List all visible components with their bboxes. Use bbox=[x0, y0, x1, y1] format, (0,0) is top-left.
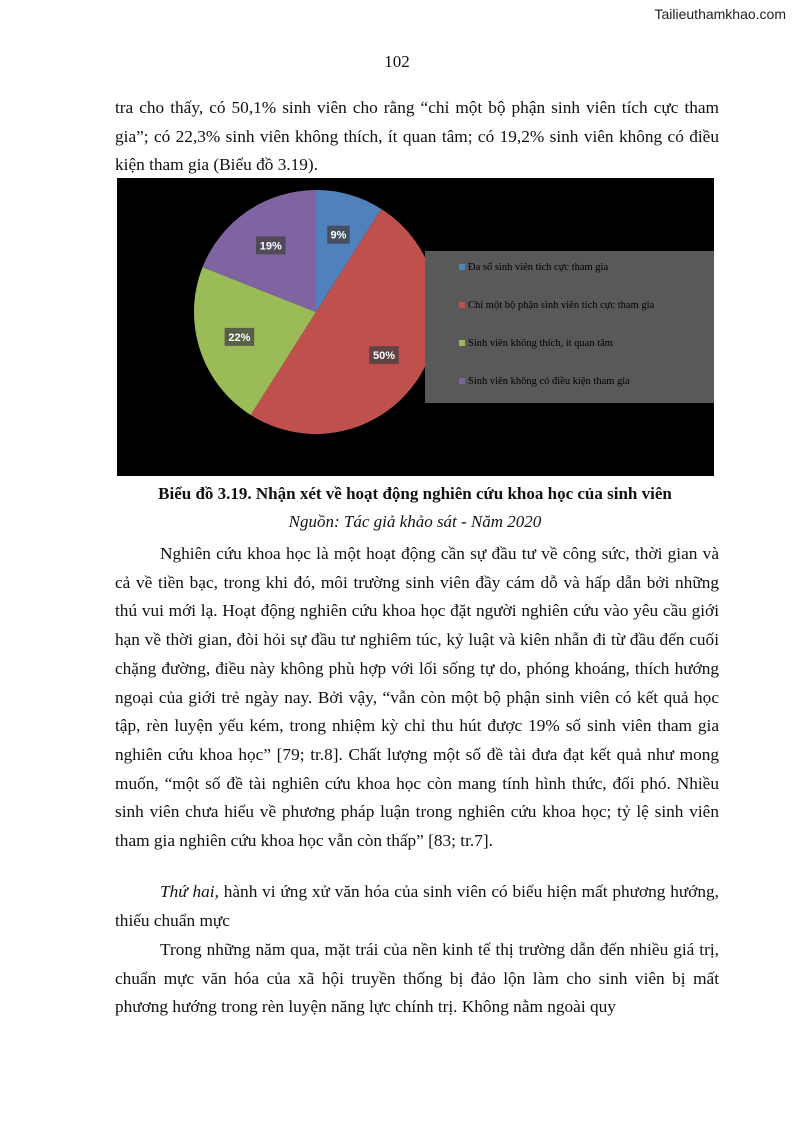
legend-swatch-4 bbox=[459, 378, 465, 384]
section-lead: Thứ hai, bbox=[160, 882, 219, 901]
legend-label-4: Sinh viên không có điều kiện tham gia bbox=[468, 376, 630, 387]
legend-label-2: Chỉ một bộ phận sinh viên tích cực tham gia bbox=[468, 300, 655, 311]
legend-label-3: Sinh viên không thích, ít quan tâm bbox=[468, 338, 613, 349]
data-label-2: 50% bbox=[372, 350, 396, 363]
page-number: 102 bbox=[384, 52, 410, 71]
body-paragraph-3: Trong những năm qua, mặt trái của nền kinh tế thị trường dẫn đến nhiều giá trị, chuẩn mực văn hóa của xã hội truyền thống bị đảo lộn làm cho sinh viên bị mất phương hướng trong rèn luyện năng lực chính trị. Không nằm ngoài quy bbox=[115, 940, 719, 1017]
data-label-1: 9% bbox=[330, 229, 347, 242]
pie-chart-svg bbox=[117, 178, 714, 476]
chart-caption-title: Biểu đồ 3.19. Nhận xét về hoạt động nghiên cứu khoa học của sinh viên bbox=[158, 484, 672, 503]
body-paragraph-1: Nghiên cứu khoa học là một hoạt động cần sự đầu tư về công sức, thời gian và cả về tiền bạc, trong khi đó, môi trường sinh viên đầy cám dỗ và hấp dẫn bởi những thú vui mới lạ. Hoạt động nghiên cứu khoa học đặt người nghiên cứu vào yêu cầu giới hạn về thời gian, đòi hỏi sự đầu tư nghiêm túc, kỷ luật và kiên nhẫn đi từ đầu đến cuối chặng đường, điều này không phù hợp với lối sống tự do, phóng khoáng, thích hướng ngoại của giới trẻ ngày nay. Bởi vậy, “vẫn còn một bộ phận sinh viên có kết quả học tập, rèn luyện yếu kém, trong nhiệm kỳ chỉ thu hút được 19% số sinh viên tham gia nghiên cứu khoa học” [79; tr.8]. Chất lượng một số đề tài đưa đạt kết quả như mong muốn, “một số đề tài nghiên cứu khoa học còn mang tính hình thức, đối phó. Nhiều sinh viên chưa hiểu về phương pháp luận trong nghiên cứu khoa học; tỷ lệ sinh viên tham gia nghiên cứu khoa học vẫn còn thấp” [83; tr.7]. bbox=[115, 544, 719, 851]
data-label-3: 22% bbox=[228, 331, 251, 344]
body-paragraph-2 bbox=[115, 878, 719, 935]
legend-label-1: Đa số sinh viên tích cực tham gia bbox=[468, 262, 609, 273]
legend-swatch-1 bbox=[459, 264, 465, 270]
intro-paragraph: tra cho thấy, có 50,1% sinh viên cho rằng “chỉ một bộ phận sinh viên tích cực tham gia”; có 22,3% sinh viên không thích, ít quan tâm; có 19,2% sinh viên không có điều kiện tham gia (Biểu đồ 3.19). bbox=[115, 98, 719, 175]
chart-caption-source: Nguồn: Tác giả khảo sát - Năm 2020 bbox=[288, 512, 542, 531]
watermark: Tailieuthamkhao.com bbox=[654, 6, 786, 22]
section-heading-text: hành vi ứng xử văn hóa của sinh viên có biểu hiện mất phương hướng, thiếu chuẩn mực bbox=[115, 882, 720, 930]
pie-chart bbox=[117, 178, 714, 476]
pie-slices bbox=[194, 190, 438, 434]
data-label-4: 19% bbox=[259, 240, 282, 253]
legend-swatch-3 bbox=[459, 340, 465, 346]
legend-swatch-2 bbox=[459, 302, 465, 308]
